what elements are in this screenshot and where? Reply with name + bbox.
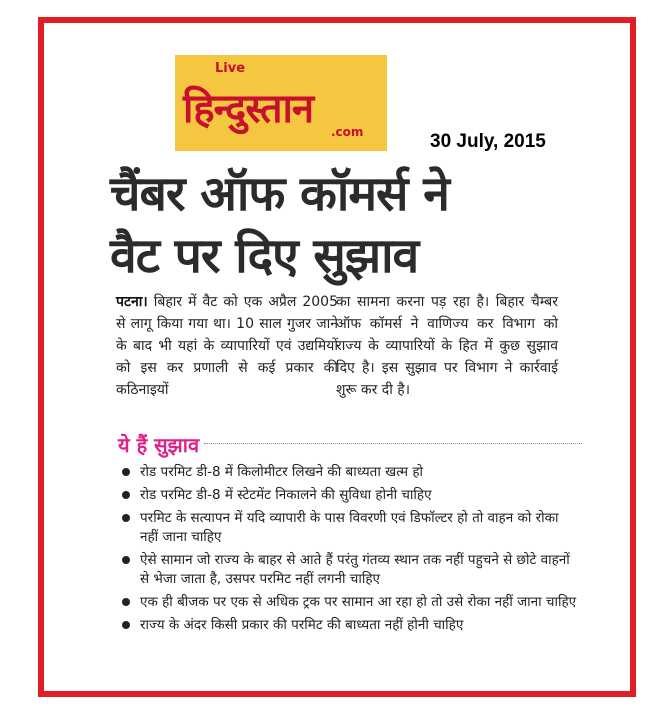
suggestions-list xyxy=(118,463,578,639)
suggestion-text: राज्य के अंदर किसी प्रकार की परमिट की बाध्यता नहीं होनी चाहिए xyxy=(140,617,464,633)
logo-domain-text: .com xyxy=(331,125,364,139)
list-item xyxy=(118,616,578,635)
list-item xyxy=(118,593,578,612)
list-item xyxy=(118,463,578,482)
clipping-date: 30 July, 2015 xyxy=(430,131,546,152)
bullet-icon xyxy=(122,556,130,564)
article-text-left: बिहार में वैट को एक अप्रैल 2005 से लागू किया गया था। 10 साल गुजर जाने के बाद भी यहां के व्यापारियों एवं उद्यमियों को इस कर प्रणाली से कई प्रकार की कठिनाइयों xyxy=(116,294,338,398)
article-column-right xyxy=(336,291,558,401)
headline-line-1: चैंबर ऑफ कॉमर्स ने xyxy=(110,166,449,222)
suggestion-text: रोड परमिट डी-8 में किलोमीटर लिखने की बाध्यता खत्म हो xyxy=(140,464,424,480)
logo-name-text: हिन्दुस्तान xyxy=(183,86,314,132)
bullet-icon xyxy=(122,598,130,606)
article-column-left xyxy=(116,291,338,401)
logo-live-text: Live xyxy=(215,61,246,76)
article-text-right: का सामना करना पड़ रहा है। बिहार चैम्बर ऑफ कॉमर्स ने वाणिज्य कर विभाग को राज्य के व्यापारियों के हित में कुछ सुझाव दिए है। इस सुझाव पर विभाग ने कार्रवाई शुरू कर दी है। xyxy=(336,294,558,398)
clipping-frame xyxy=(38,17,636,697)
suggestion-text: रोड परमिट डी-8 में स्टेटमेंट निकालने की सुविधा होनी चाहिए xyxy=(140,487,432,503)
headline-line-2: वैट पर दिए सुझाव xyxy=(110,228,419,284)
list-item xyxy=(118,509,578,547)
dateline-place: पटना। xyxy=(116,294,148,310)
list-item xyxy=(118,486,578,505)
bullet-icon xyxy=(122,621,130,629)
list-item xyxy=(118,551,578,589)
bullet-icon xyxy=(122,468,130,476)
newspaper-logo xyxy=(175,55,387,151)
bullet-icon xyxy=(122,491,130,499)
suggestion-text: परमिट के सत्यापन में यदि व्यापारी के पास विवरणी एवं डिफॉल्टर हो तो वाहन को रोका नहीं जाना चाहिए xyxy=(140,510,559,545)
bullet-icon xyxy=(122,514,130,522)
suggestions-heading: ये हैं सुझाव xyxy=(118,433,200,457)
headline xyxy=(110,163,610,287)
suggestion-text: एक ही बीजक पर एक से अधिक ट्रक पर सामान आ रहा हो तो उसे रोका नहीं जाना चाहिए xyxy=(140,594,577,610)
heading-divider xyxy=(204,443,582,444)
suggestion-text: ऐसे सामान जो राज्य के बाहर से आते हैं परंतु गंतव्य स्थान तक नहीं पहुचने से छोटे वाहनों से भेजा जाता है, उसपर परमिट नहीं लगनी चाहिए xyxy=(140,552,570,587)
